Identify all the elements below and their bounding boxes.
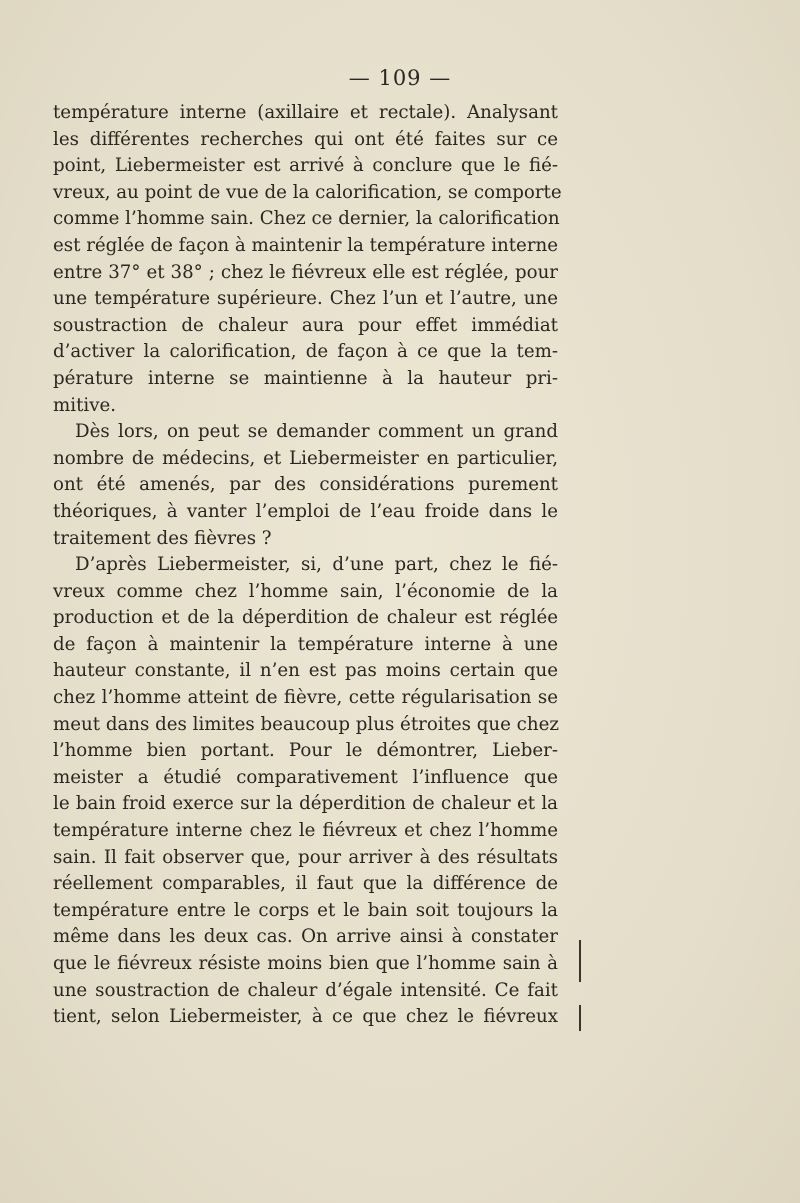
text-line: d’activer la calorification, de façon à ce que la tem- [53,341,558,363]
text-line: sain. Il fait observer que, pour arriver à des résultats [53,846,558,868]
text-line: nombre de médecins, et Liebermeister en particulier, [53,447,558,469]
text-line: point, Liebermeister est arrivé à conclure que le fié- [53,155,558,177]
text-line: est réglée de façon à maintenir la température interne [53,234,558,256]
text-line: tient, selon Liebermeister, à ce que chez le fiévreux [53,1006,558,1028]
text-line: le bain froid exerce sur la déperdition de chaleur et la [53,793,558,815]
text-line: de façon à maintenir la température interne à une [53,633,558,655]
page-number-header: — 109 — [348,66,452,90]
text-line: même dans les deux cas. On arrive ainsi à constater [53,926,558,948]
text-line: Dès lors, on peut se demander comment un grand [75,421,558,443]
paragraph-3 [53,552,558,1031]
text-line: traitement des fièvres ? [53,527,272,549]
text-line: une soustraction de chaleur d’égale intensité. Ce fait [53,979,558,1001]
text-line: comme l’homme sain. Chez ce dernier, la calorification [53,208,560,230]
text-line: entre 37° et 38° ; chez le fiévreux elle est réglée, pour [53,261,558,283]
text-line: vreux, au point de vue de la calorification, se comporte [53,181,562,203]
margin-mark [579,1005,581,1031]
text-line: température interne chez le fiévreux et chez l’homme [53,820,558,842]
body-text [53,100,562,1031]
margin-mark [579,940,581,982]
text-line: hauteur constante, il n’en est pas moins certain que [53,660,558,682]
text-line: mitive. [53,394,117,416]
text-line: D’après Liebermeister, si, d’une part, chez le fié- [75,554,558,576]
text-line: production et de la déperdition de chaleur est réglée [53,607,558,629]
paragraph-1 [53,100,562,419]
paragraph-2 [53,419,558,552]
text-line: température interne (axillaire et rectale). Analysant [53,102,558,123]
text-line: soustraction de chaleur aura pour effet immédiat [53,314,558,336]
text-line: théoriques, à vanter l’emploi de l’eau froide dans le [53,500,558,522]
text-line: chez l’homme atteint de fièvre, cette régularisation se [53,687,558,709]
text-line: meut dans des limites beaucoup plus étroites que chez [53,713,559,735]
text-line: que le fiévreux résiste moins bien que l’homme sain à [53,953,558,974]
text-line: température entre le corps et le bain soit toujours la [53,899,558,921]
text-line: vreux comme chez l’homme sain, l’économie de la [53,580,558,602]
text-line: réellement comparables, il faut que la différence de [53,873,558,895]
text-line: pérature interne se maintienne à la hauteur pri- [53,367,558,389]
text-line: l’homme bien portant. Pour le démontrer, Lieber- [53,740,558,762]
text-line: les différentes recherches qui ont été faites sur ce [53,128,558,150]
text-line: ont été amenés, par des considérations purement [53,474,558,496]
text-line: une température supérieure. Chez l’un et l’autre, une [53,288,558,310]
text-line: meister a étudié comparativement l’influence que [53,766,558,788]
